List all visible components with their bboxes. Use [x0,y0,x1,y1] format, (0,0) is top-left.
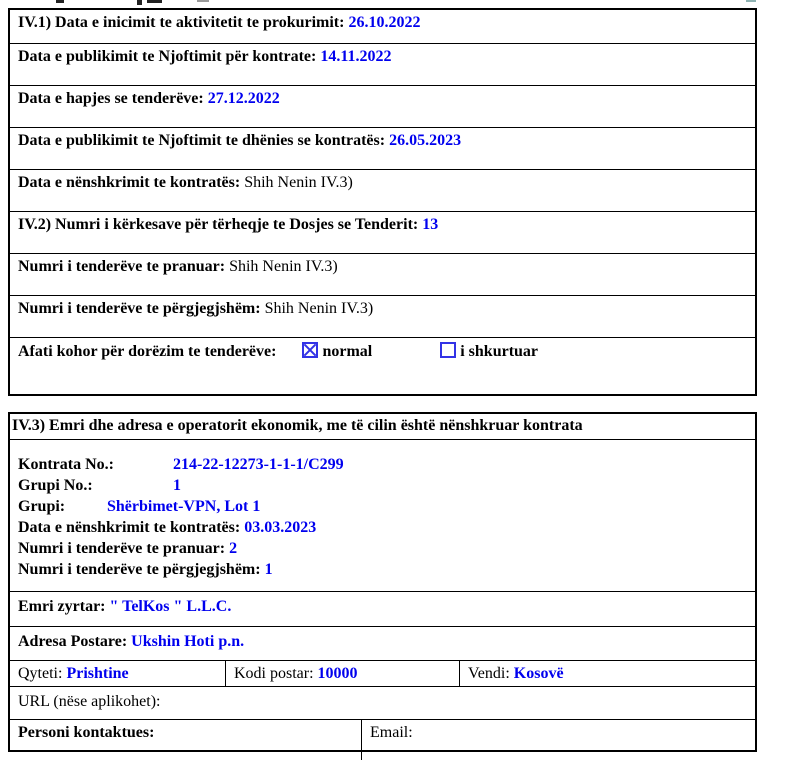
row-value: Prishtine [66,665,129,682]
official-name-row [10,592,755,627]
row-value: Shërbimet-VPN, Lot 1 [107,498,261,515]
row-value: Kosovë [513,665,564,682]
postal-address-row [10,627,755,661]
country-cell [460,661,755,686]
tenders-responsive-line [18,559,747,580]
row-label: Vendi: [468,665,510,682]
checkbox-label: i shkurtuar [460,343,539,360]
row-label: Data e nënshkrimit te kontratës: [18,174,241,191]
checkbox-label: normal [322,343,373,360]
row-label: Data e publikimit te Njoftimit te dhënies se kontratës: [18,132,386,149]
section-title: IV.3) Emri dhe adresa e operatorit ekonomik, me të cilin është nënshkruar kontrata [10,414,755,440]
row-value: 26.05.2023 [389,132,462,149]
table-row [10,86,755,128]
row-value: Shih Nenin IV.3) [264,300,374,317]
postal-code-cell [226,661,460,686]
row-value: " TelKos " L.L.C. [109,598,232,615]
city-cell [10,661,226,686]
table-row [10,128,755,170]
contact-email-row [10,720,755,760]
group-line [18,496,747,517]
row-label: Data e nënshkrimit te kontratës: [18,519,241,536]
deadline-row [10,338,755,394]
clipped-text-fragment [147,0,162,3]
row-label: IV.1) Data e inicimit te aktivitetit te prokurimit: [18,14,345,31]
clipped-text-fragment [197,0,209,2]
row-label: Kodi postar: [234,665,314,682]
row-value: 27.12.2022 [207,90,280,107]
row-label: Grupi No.: [18,477,93,494]
table-row [10,44,755,86]
contact-person-cell [10,720,362,760]
row-value: 2 [229,540,238,557]
table-row [10,10,755,44]
row-label: URL (nëse aplikohet): [18,693,161,710]
city-postcode-country-row [10,661,755,687]
checkbox-shortened-unchecked[interactable] [440,342,456,358]
row-value: 10000 [317,665,358,682]
contract-no-line [18,454,747,475]
table-row [10,212,755,254]
table-row [10,296,755,338]
row-label: Grupi: [18,498,66,515]
row-label: Data e hapjes se tenderëve: [18,90,204,107]
email-cell [362,720,755,760]
row-label: Numri i tenderëve te pranuar: [18,540,226,557]
signing-date-line [18,517,747,538]
row-label: Email: [370,724,413,741]
row-label: Afati kohor për dorëzim te tenderëve: [18,343,277,360]
checkbox-normal-checked[interactable] [302,342,318,358]
row-label: Kontrata No.: [18,456,114,473]
row-label: Personi kontaktues: [18,724,155,741]
row-label: IV.2) Numri i kërkesave për tërheqje te Dosjes se Tenderit: [18,216,419,233]
group-no-line [18,475,747,496]
row-label: Numri i tenderëve te përgjegjshëm: [18,300,261,317]
row-value: 214-22-12273-1-1-1/C299 [173,456,344,473]
row-label: Qyteti: [18,665,63,682]
row-value: 14.11.2022 [320,48,392,65]
row-label: Adresa Postare: [18,633,128,650]
row-value: Shih Nenin IV.3) [244,174,353,191]
row-value: 13 [422,216,439,233]
clipped-text-fragment [137,0,142,5]
table-row [10,254,755,296]
row-label: Numri i tenderëve te pranuar: [18,258,226,275]
clipped-text-fragment [56,0,64,3]
contract-operator-table [8,412,757,752]
procurement-dates-table [8,8,757,396]
contract-details-block [10,440,755,592]
row-value: Shih Nenin IV.3) [229,258,338,275]
row-value: 26.10.2022 [348,14,421,31]
table-row [10,170,755,212]
clipped-text-fragment [746,0,756,2]
url-row [10,687,755,720]
row-value: Ukshin Hoti p.n. [131,633,245,650]
row-label: Numri i tenderëve te përgjegjshëm: [18,561,261,578]
row-value: 1 [264,561,273,578]
row-value: 03.03.2023 [244,519,317,536]
tenders-received-line [18,538,747,559]
row-label: Emri zyrtar: [18,598,106,615]
row-value: 1 [173,477,181,494]
row-label: Data e publikimit te Njoftimit për kontrate: [18,48,317,65]
